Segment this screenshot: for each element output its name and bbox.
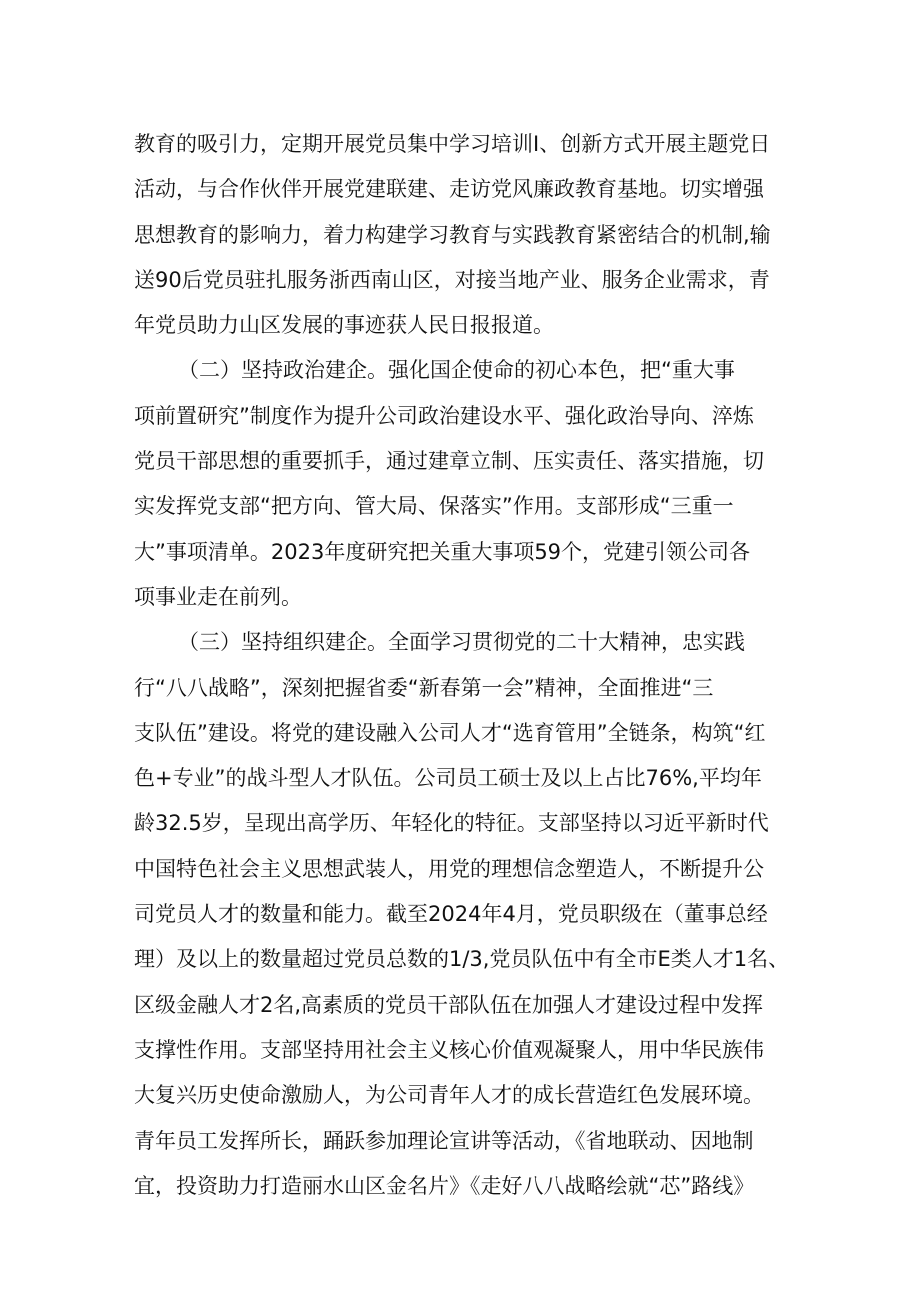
- text-line: 理）及以上的数量超过党员总数的1/3,党员队伍中有全市E类人才1名、: [134, 947, 790, 972]
- text-line: 中国特色社会主义思想武装人，用党的理想信念塑造人，不断提升公: [134, 856, 764, 881]
- text-line: 实发挥党支部“把方向、管大局、保落实”作用。支部形成“三重一: [134, 494, 734, 519]
- paragraph-political-building: [134, 348, 794, 620]
- text-line: 项事业走在前列。: [134, 584, 302, 609]
- text-line: 司党员人才的数量和能力。截至2024年4月，党员职级在（董事总经: [134, 902, 768, 927]
- text-line: （二）坚持政治建企。强化国企使命的初心本色，把“重大事: [178, 358, 735, 383]
- paragraph-thought-education-cont: [134, 122, 794, 348]
- text-line: 大”事项清单。2023年度研究把关重大事项59个，党建引领公司各: [134, 539, 751, 564]
- text-line: 区级金融人才2名,高素质的党员干部队伍在加强人才建设过程中发挥: [134, 992, 764, 1017]
- text-line: 教育的吸引力，定期开展党员集中学习培训I、创新方式开展主题党日: [134, 132, 771, 156]
- text-line: （三）坚持组织建企。全面学习贯彻党的二十大精神，忠实践: [178, 630, 745, 655]
- text-line: 龄32.5岁，呈现出高学历、年轻化的特征。支部坚持以习近平新时代: [134, 811, 769, 836]
- text-line: 思想教育的影响力，着力构建学习教育与实践教育紧密结合的机制,输: [134, 222, 771, 247]
- text-line: 色+专业”的战斗型人才队伍。公司员工硕士及以上占比76%,平均年: [134, 766, 762, 791]
- text-line: 年党员助力山区发展的事迹获人民日报报道。: [134, 313, 554, 338]
- text-line: 党员干部思想的重要抓手，通过建章立制、压实责任、落实措施，切: [134, 449, 764, 474]
- text-line: 支队伍”建设。将党的建设融入公司人才“选育管用”全链条，构筑“红: [134, 720, 766, 745]
- text-line: 大复兴历史使命激励人，为公司青年人才的成长营造红色发展环境。: [134, 1083, 764, 1108]
- text-line: 送90后党员驻扎服务浙西南山区，对接当地产业、服务企业需求，青: [134, 267, 770, 292]
- paragraph-organization-building: [134, 620, 794, 1209]
- document-body: [134, 122, 794, 1209]
- text-line: 项前置研究”制度作为提升公司政治建设水平、强化政治导向、淬炼: [134, 403, 754, 428]
- text-line: 宜，投资助力打造丽水山区金名片》《走好八八战略绘就“芯”路线》: [134, 1173, 755, 1198]
- text-line: 行“八八战略”，深刻把握省委“新春第一会”精神，全面推进“三: [134, 675, 714, 700]
- text-line: 青年员工发挥所长，踊跃参加理论宣讲等活动，《省地联动、因地制: [134, 1128, 754, 1153]
- text-line: 活动，与合作伙伴开展党建联建、走访党风廉政教育基地。切实增强: [134, 177, 764, 202]
- text-line: 支撑性作用。支部坚持用社会主义核心价值观凝聚人，用中华民族伟: [134, 1037, 764, 1062]
